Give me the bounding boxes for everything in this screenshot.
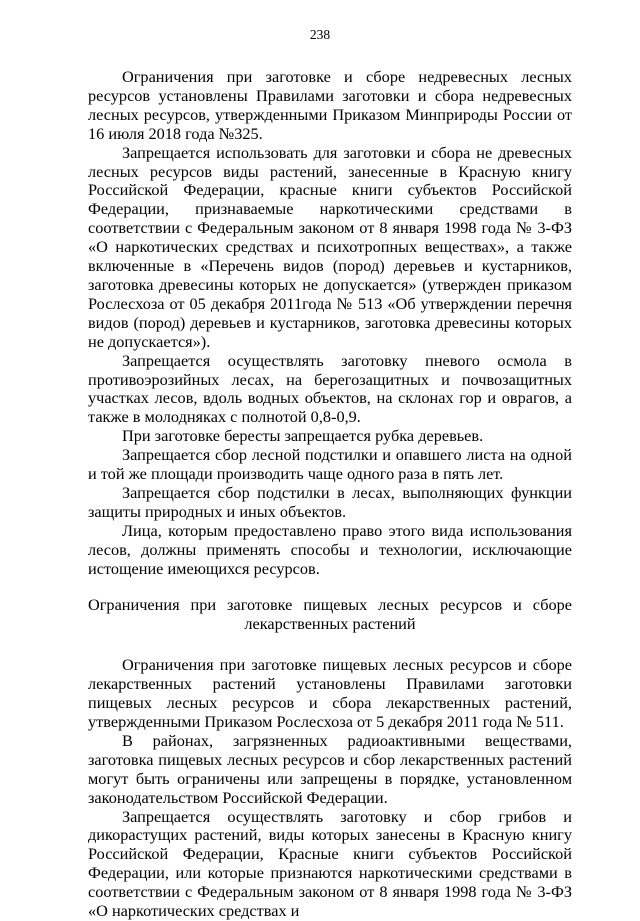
paragraph: Ограничения при заготовке пищевых лесных ресурсов и сборе лекарственных растений установлены Правилами заготовки пищевых лесных ресурсов и сбора лекарственных растений, утвержденными Приказом Рослесхоза от 5 декабря 2011 года № 511. xyxy=(88,655,572,731)
paragraph: Запрещается сбор подстилки в лесах, выполняющих функции защиты природных и иных объектов. xyxy=(88,482,572,521)
paragraph: Запрещается осуществлять заготовку пневого осмола в противоэрозийных лесах, на берегозащитных и почвозащитных участках лесов, вдоль водных объектов, на склонах гор и оврагов, а также в молодняках с полнотой 0,8-0,9. xyxy=(88,350,572,427)
page-number: 238 xyxy=(309,27,331,42)
paragraph: В районах, загрязненных радиоактивными веществами, заготовка пищевых лесных ресурсов и сбор лекарственных растений могут быть ограничены или запрещены в порядке, установленном законодательством Российской Федерации. xyxy=(88,730,572,807)
paragraph: Ограничения при заготовке и сборе недревесных лесных ресурсов установлены Правилами заготовки и сбора недревесных лесных ресурсов, утвержденными Приказом Минприроды России от 16 июля 2018 года №325. xyxy=(88,67,572,143)
section-heading: Ограничения при заготовке пищевых лесных ресурсов и сборе лекарственных растений xyxy=(88,595,572,634)
paragraph: При заготовке бересты запрещается рубка деревьев. xyxy=(122,426,484,446)
paragraph: Лица, которым предоставлено право этого вида использования лесов, должны применять способы и технологии, исключающие истощение имеющихся ресурсов. xyxy=(88,520,572,578)
paragraph: Запрещается осуществлять заготовку и сбор грибов и дикорастущих растений, виды которых занесены в Красную книгу Российской Федерации, Красные книги субъектов Российской Федерации, или которые признаются наркотическими средствами в соответствии с Федеральным законом от 8 января 1998 года № 3-ФЗ «О наркотических средствах и xyxy=(88,806,572,921)
document-body xyxy=(88,68,572,921)
paragraph: Запрещается сбор лесной подстилки и опавшего листа на одной и той же площади производить чаще одного раза в пять лет. xyxy=(88,445,572,484)
paragraph: Запрещается использовать для заготовки и сбора не древесных лесных ресурсов виды растений, занесенные в Красную книгу Российской Федерации, красные книги субъектов Российской Федерации, признаваемые наркотическими средствами в соответствии с Федеральным законом от 8 января 1998 года № 3-ФЗ «О наркотических средствах и психотропных веществах», а также включенные в «Перечень видов (пород) деревьев и кустарников, заготовка древесины которых не допускается» (утвержден приказом Рослесхоза от 05 декабря 2011года № 513 «Об утверждении перечня видов (пород) деревьев и кустарников, заготовка древесины которых не допускается»). xyxy=(88,142,572,351)
